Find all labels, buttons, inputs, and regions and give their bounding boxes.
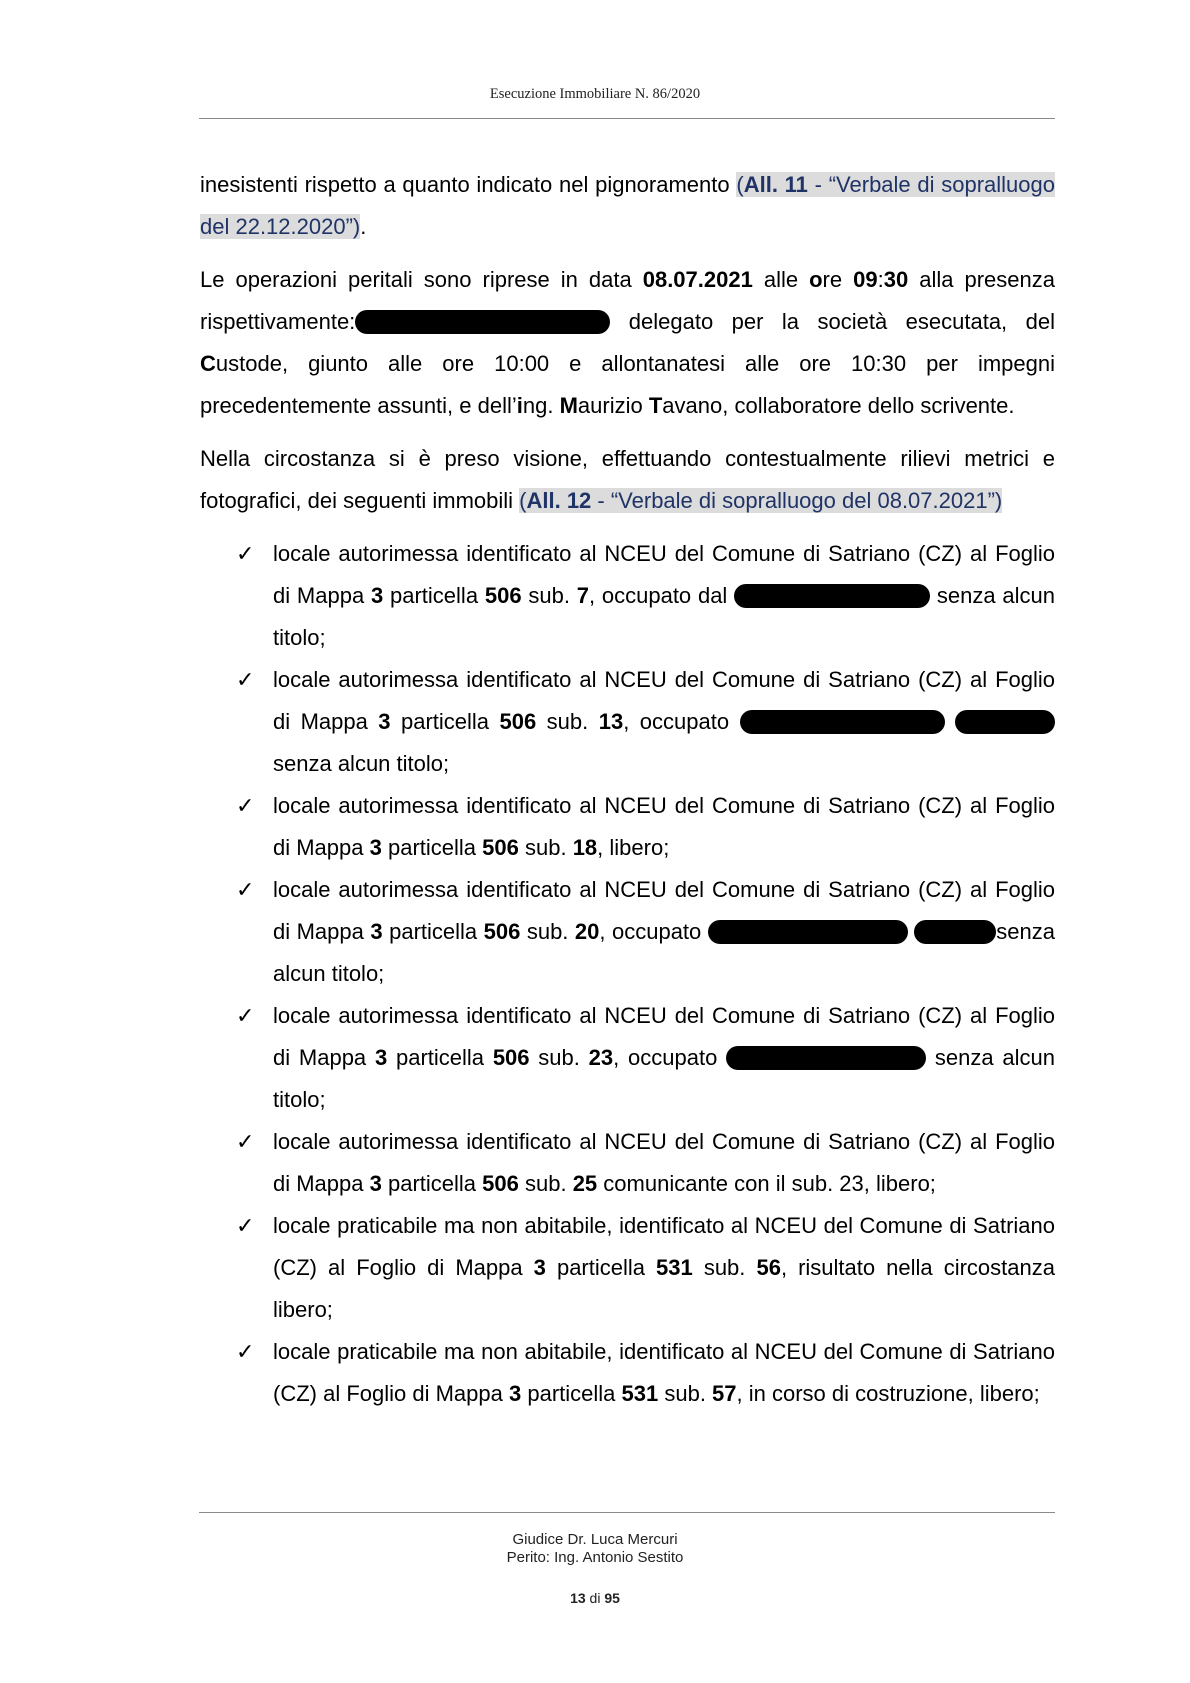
list-item: ✓ locale autorimessa identificato al NCEU del Comune di Satriano (CZ) al Foglio di Mappa 3 particella 506 sub. 20, occupato senza alcun titolo; (200, 869, 1055, 995)
page-number: 13 di 95 (570, 1590, 620, 1606)
list-item: ✓ locale autorimessa identificato al NCEU del Comune di Satriano (CZ) al Foglio di Mappa 3 particella 506 sub. 7, occupato dal senza alcun titolo; (200, 533, 1055, 659)
property-list (200, 533, 1055, 1415)
checkmark-icon: ✓ (236, 667, 255, 692)
checkmark-icon: ✓ (236, 541, 255, 566)
attachment-reference: (All. 11 - “Verbale di sopralluogo del 22.12.2020”) (200, 172, 1056, 239)
redaction-mark (708, 920, 908, 944)
redaction-mark (726, 1046, 926, 1070)
redaction-mark (355, 310, 610, 334)
redaction-mark (740, 710, 945, 734)
document-header-title: Esecuzione Immobiliare N. 86/2020 (489, 86, 701, 102)
attachment-reference: (All. 12 - “Verbale di sopralluogo del 08.07.2021”) (519, 488, 1003, 513)
redaction-mark (955, 710, 1055, 734)
checkmark-icon: ✓ (236, 1339, 255, 1364)
list-item: ✓ locale autorimessa identificato al NCEU del Comune di Satriano (CZ) al Foglio di Mappa 3 particella 506 sub. 25 comunicante con il sub. 23, libero; (200, 1121, 1055, 1205)
checkmark-icon: ✓ (236, 1213, 255, 1238)
redaction-mark (734, 584, 930, 608)
document-body (200, 164, 1055, 1415)
checkmark-icon: ✓ (236, 877, 255, 902)
list-item: ✓ locale autorimessa identificato al NCEU del Comune di Satriano (CZ) al Foglio di Mappa 3 particella 506 sub. 13, occupato senza alcun titolo; (200, 659, 1055, 785)
checkmark-icon: ✓ (236, 1003, 255, 1028)
list-item: ✓ locale autorimessa identificato al NCEU del Comune di Satriano (CZ) al Foglio di Mappa 3 particella 506 sub. 23, occupato senza alcun titolo; (200, 995, 1055, 1121)
paragraph-operations: Le operazioni peritali sono riprese in data 08.07.2021 alle ore 09:30 alla presenza rispettivamente: delegato per la società esecutata, del Custode, giunto alle ore 10:00 e allontanatesi alle ore 10:30 per impegni precedentemente assunti, e dell’ing. Maurizio Tavano, collaboratore dello scrivente. (200, 267, 1055, 418)
footer-divider (199, 1512, 1055, 1513)
footer-judge: Giudice Dr. Luca Mercuri (512, 1531, 678, 1548)
list-item: ✓ locale autorimessa identificato al NCEU del Comune di Satriano (CZ) al Foglio di Mappa 3 particella 506 sub. 18, libero; (200, 785, 1055, 869)
paragraph-inspection: Nella circostanza si è preso visione, effettuando contestualmente rilievi metrici e fotografici, dei seguenti immobili (All. 12 - “Verbale di sopralluogo del 08.07.2021”) (200, 446, 1055, 513)
checkmark-icon: ✓ (236, 793, 255, 818)
redaction-mark (914, 920, 996, 944)
footer-perito: Perito: Ing. Antonio Sestito (506, 1549, 684, 1566)
list-item: ✓ locale praticabile ma non abitabile, identificato al NCEU del Comune di Satriano (CZ) al Foglio di Mappa 3 particella 531 sub. 57, in corso di costruzione, libero; (200, 1331, 1055, 1415)
header-divider (199, 118, 1055, 119)
paragraph-intro: inesistenti rispetto a quanto indicato nel pignoramento (All. 11 - “Verbale di sopralluogo del 22.12.2020”). (200, 172, 1056, 239)
list-item: ✓ locale praticabile ma non abitabile, identificato al NCEU del Comune di Satriano (CZ) al Foglio di Mappa 3 particella 531 sub. 56, risultato nella circostanza libero; (200, 1205, 1055, 1331)
checkmark-icon: ✓ (236, 1129, 255, 1154)
